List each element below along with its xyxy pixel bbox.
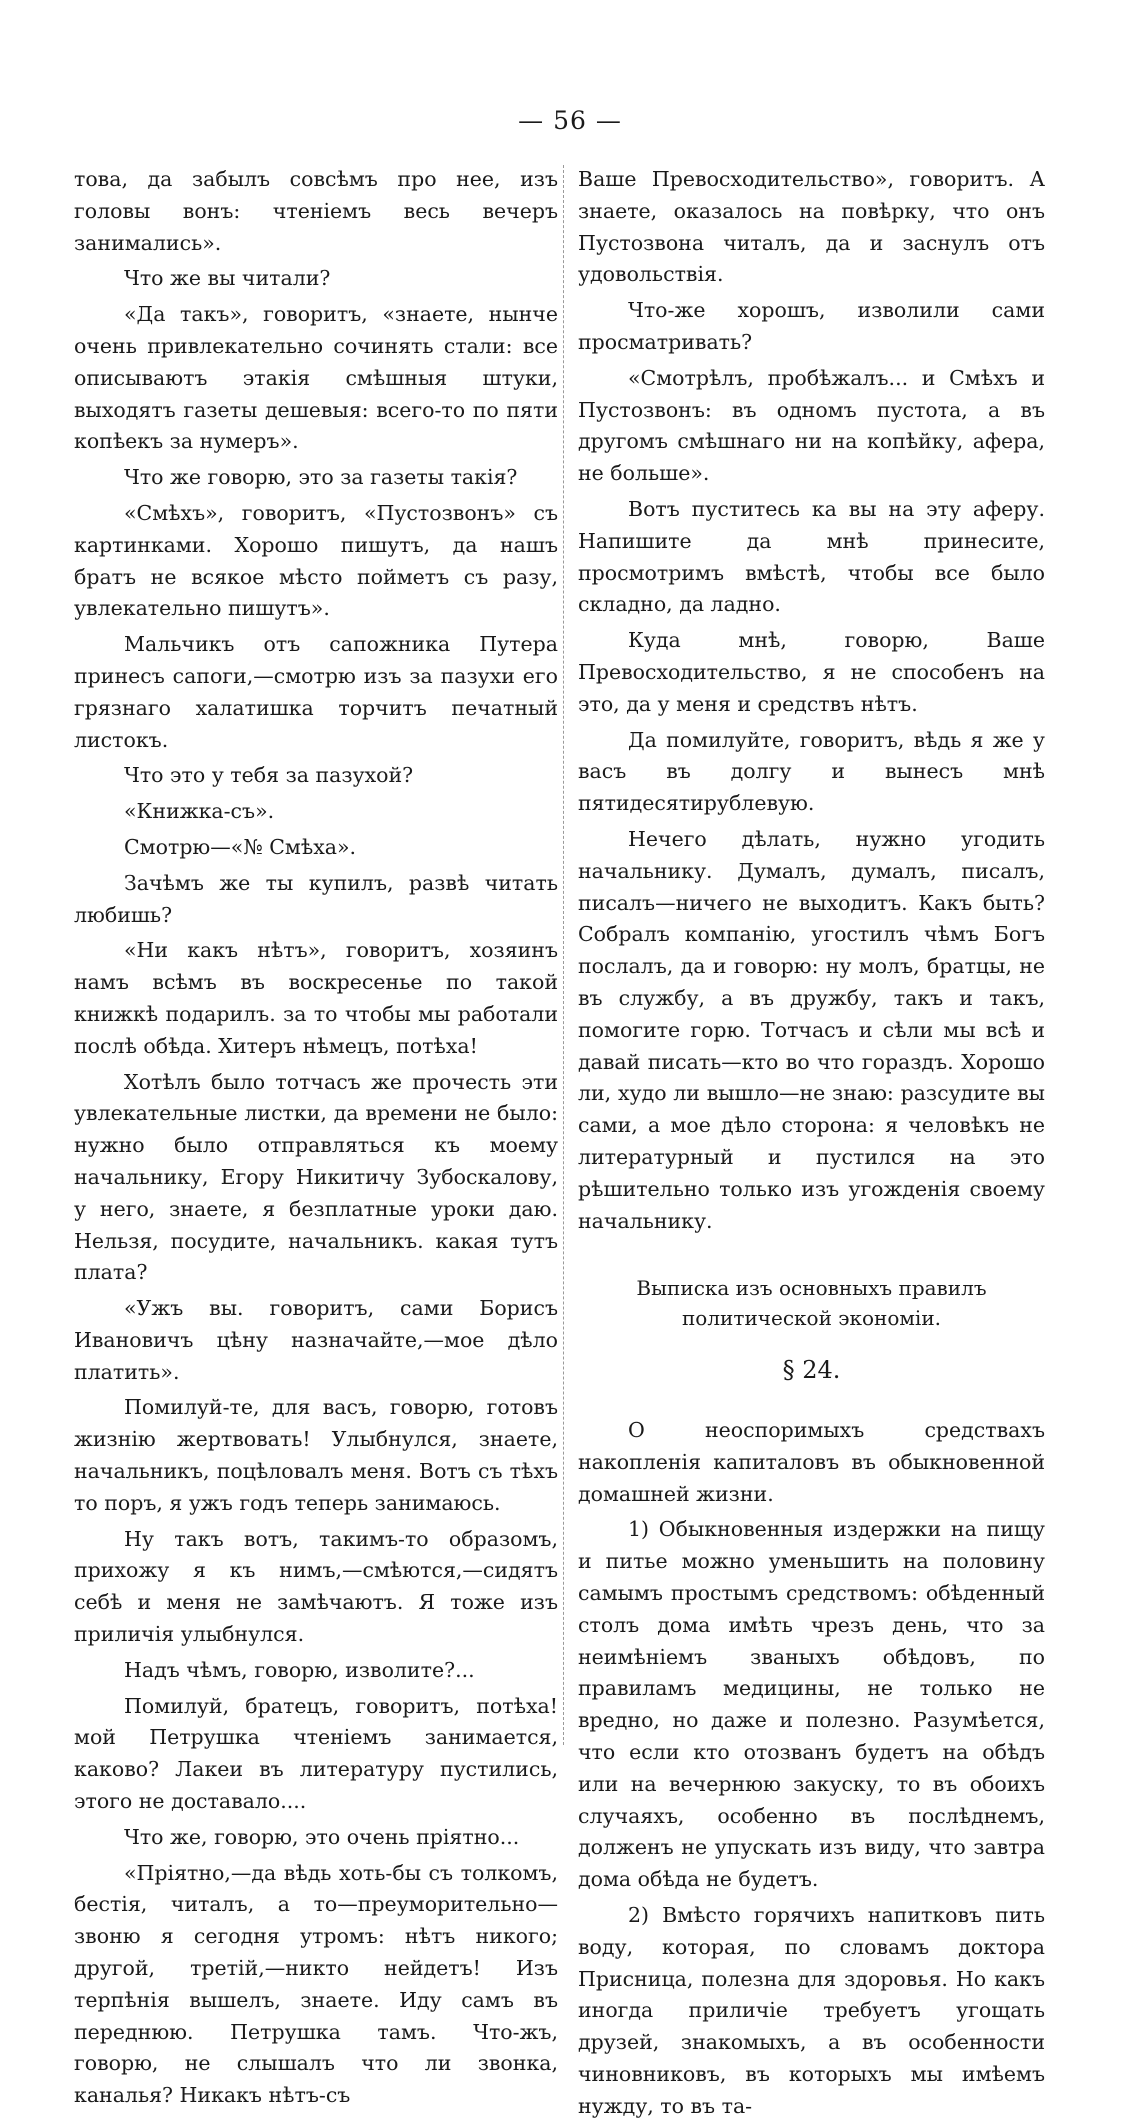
column-divider bbox=[563, 165, 564, 1745]
paragraph: «Пріятно,—да вѣдь хоть-бы съ толкомъ, бестія, читалъ, а то—преуморительно—звоню я сегодня утромъ: нѣтъ никого; другой, третій,—никто нейдетъ! Изъ терпѣнія вышелъ, знаете. Иду самъ въ переднюю. Петрушка тамъ. Что-жъ, говорю, не слышалъ что ли звонка, каналья? Никакъ нѣтъ-съ bbox=[74, 1860, 558, 2108]
paragraph: Что же вы читали? bbox=[124, 266, 331, 291]
paragraph: «Книжка-съ». bbox=[124, 799, 275, 824]
extract-title: Выписка изъ основныхъ правилъ политической экономіи. bbox=[636, 1276, 987, 1331]
paragraph: Зачѣмъ же ты купилъ, развѣ читать любишь? bbox=[74, 870, 558, 927]
paragraph: Смотрю—«№ Смѣха». bbox=[124, 834, 357, 859]
paragraph: Что же говорю, это за газеты такія? bbox=[124, 465, 518, 490]
section-paragraphs bbox=[578, 1415, 1045, 2123]
paragraph: О неоспоримыхъ средствахъ накопленія капиталовъ въ обыкновенной домашней жизни. bbox=[578, 1418, 1045, 1506]
paragraph: Вотъ пуститесь ка вы на эту аферу. Напишите да мнѣ принесите, просмотримъ вмѣстѣ, чтобы все было складно, да ладно. bbox=[578, 496, 1045, 617]
paragraph: Да помилуйте, говоритъ, вѣдь я же у васъ въ долгу и вынесъ мнѣ пятидесятирублевую. bbox=[578, 727, 1045, 816]
paragraph: Что-же хорошъ, изволили сами просматривать? bbox=[578, 298, 1045, 354]
paragraph: Помилуй, братецъ, говоритъ, потѣха! мой Петрушка чтеніемъ занимается, каково? Лакеи въ литературу пустились, этого не доставало.... bbox=[74, 1693, 558, 1814]
paragraph: «Смотрѣлъ, пробѣжалъ... и Смѣхъ и Пустозвонъ: въ одномъ пустота, а въ другомъ смѣшнаго ни на копѣйку, афера, не больше». bbox=[578, 365, 1045, 486]
paragraph: Ваше Превосходительство», говоритъ. А знаете, оказалось на повѣрку, что онъ Пустозвона читалъ, да и заснулъ отъ удовольствія. bbox=[578, 167, 1045, 287]
left-column bbox=[74, 164, 558, 2116]
paragraph: Куда мнѣ, говорю, Ваше Превосходительство, я не способенъ на это, да у меня и средствъ нѣтъ. bbox=[578, 628, 1045, 716]
paragraph: «Ужъ вы. говоритъ, сами Борисъ Ивановичъ цѣну назначайте,—мое дѣло платить». bbox=[74, 1296, 558, 1384]
paragraph: Ну такъ вотъ, такимъ-то образомъ, прихожу я къ нимъ,—смѣются,—сидятъ себѣ и меня не замѣчаютъ. Я тоже изъ приличія улыбнулся. bbox=[74, 1526, 558, 1647]
right-column bbox=[578, 164, 1045, 2127]
paragraph: «Смѣхъ», говоритъ, «Пустозвонъ» съ картинками. Хорошо пишутъ, да нашъ братъ не всякое мѣсто пойметъ съ разу, увлекательно пишутъ». bbox=[74, 500, 558, 621]
page-number: — 56 — bbox=[518, 106, 622, 135]
paragraph: Хотѣлъ было тотчасъ же прочесть эти увлекательные листки, да времени не было: нужно было отправляться къ моему начальнику, Егору Никитичу Зубоскалову, у него, знаете, я безплатные уроки даю. Нельзя, посудите, начальникъ. какая тутъ плата? bbox=[74, 1069, 558, 1285]
paragraph: 1) Обыкновенныя издержки на пищу и питье можно уменьшить на половину самымъ простымъ средствомъ: обѣденный столъ дома имѣть чрезъ день, что за неимѣніемъ званыхъ обѣдовъ, по правиламъ медицины, не только не вредно, но даже и полезно. Разумѣется, что если кто отозванъ будетъ на обѣдъ или на вечернюю закуску, то въ обоихъ случаяхъ, особенно въ послѣднемъ, долженъ не упускать изъ виду, что завтра дома обѣда не будетъ. bbox=[578, 1517, 1045, 1892]
paragraph: Что это у тебя за пазухой? bbox=[124, 763, 414, 788]
paragraph: Помилуй-те, для васъ, говорю, готовъ жизнію жертвовать! Улыбнулся, знаете, начальникъ, поцѣловалъ меня. Вотъ съ тѣхъ то поръ, я ужъ годъ теперь занимаюсь. bbox=[74, 1395, 558, 1515]
paragraph: Нечего дѣлать, нужно угодить начальнику. Думалъ, думалъ, писалъ, писалъ—ничего не выходитъ. Какъ быть? Собралъ компанію, угостилъ чѣмъ Богъ послалъ, да и говорю: ну молъ, братцы, не въ службу, а въ дружбу, такъ и такъ, помогите горю. Тотчасъ и сѣли мы всѣ и давай писать—кто во что гораздъ. Хорошо ли, худо ли вышло—не знаю: разсудите вы сами, а мое дѣло сторона: я человѣкъ не литературный и пустился на это рѣшительно только изъ угожденія своему начальнику. bbox=[578, 826, 1045, 1233]
paragraph: Мальчикъ отъ сапожника Путера принесъ сапоги,—смотрю изъ за пазухи его грязнаго халатишка торчитъ печатный листокъ. bbox=[74, 632, 558, 752]
section-mark: § 24. bbox=[782, 1356, 841, 1385]
paragraph: Надъ чѣмъ, говорю, изволите?... bbox=[124, 1657, 475, 1682]
paragraph: това, да забылъ совсѣмъ про нее, изъ головы вонъ: чтеніемъ весь вечеръ занимались». bbox=[74, 167, 558, 255]
paragraph: «Ни какъ нѣтъ», говоритъ, хозяинъ намъ всѣмъ въ воскресенье по такой книжкѣ подарилъ. за то чтобы мы работали послѣ обѣда. Хитеръ нѣмецъ, потѣха! bbox=[74, 938, 558, 1058]
paragraph: 2) Вмѣсто горячихъ напитковъ пить воду, которая, по словамъ доктора Присница, полезна для здоровья. Но какъ иногда приличіе требуетъ угощать друзей, знакомыхъ, а въ особенности чиновниковъ, въ которыхъ мы имѣемъ нужду, то въ та- bbox=[578, 1903, 1045, 2118]
right-column-paragraphs bbox=[578, 164, 1045, 1237]
paragraph: Что же, говорю, это очень пріятно... bbox=[124, 1824, 520, 1849]
paragraph: «Да такъ», говоритъ, «знаете, нынче очень привлекательно сочинять стали: все описываютъ этакія смѣшныя штуки, выходятъ газеты дешевыя: всего-то по пяти копѣекъ за нумеръ». bbox=[74, 302, 558, 454]
